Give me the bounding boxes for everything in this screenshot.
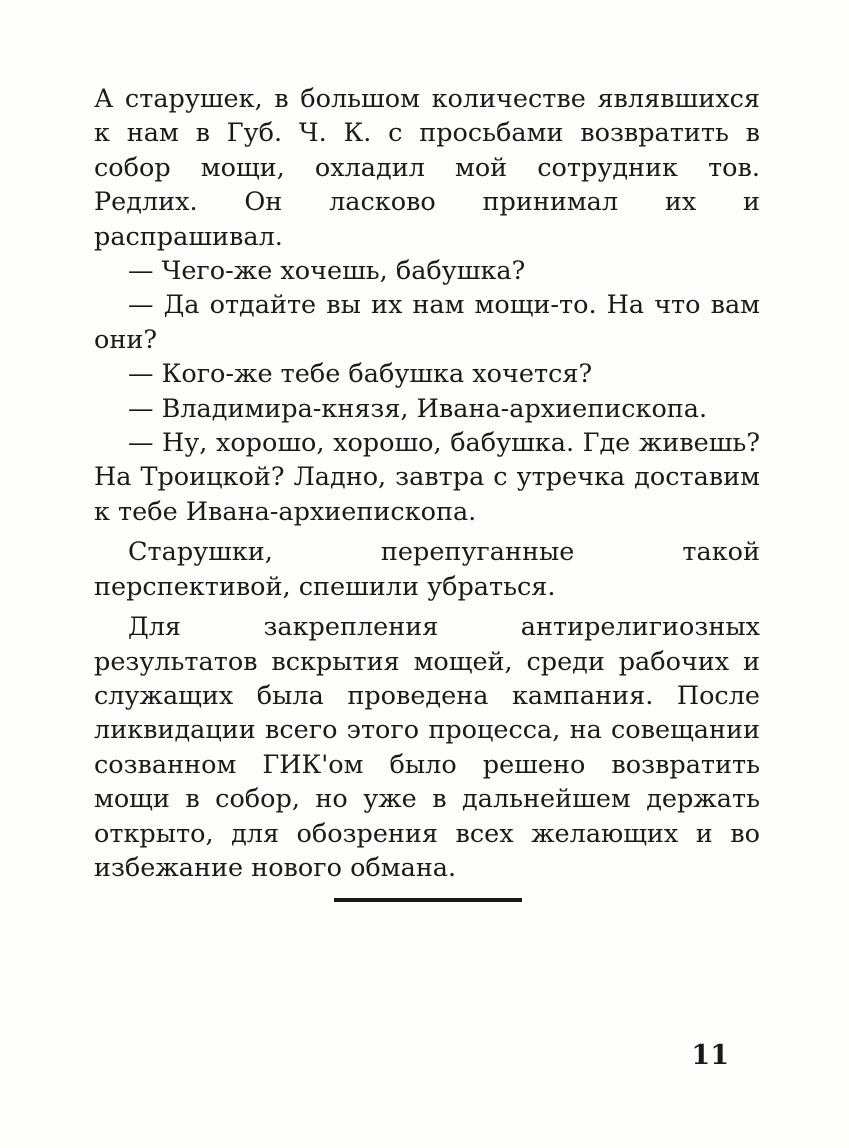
section-divider: [334, 898, 522, 902]
paragraph-6: — Ну, хорошо, хорошо, бабушка. Где живешь? На Троицкой? Ладно, завтра с утречка доставим к тебе Ивана-архиепископа.: [94, 428, 760, 527]
page-number: 11: [691, 1040, 729, 1071]
paragraph-7: Старушки, перепуганные такой перспективой, спешили убраться.: [94, 537, 760, 602]
paragraph-4: — Кого-же тебе бабушка хочется?: [128, 359, 593, 390]
page-text: [94, 82, 760, 885]
paragraph-3: — Да отдайте вы их нам мощи-то. На что вам они?: [94, 290, 760, 355]
paragraph-2: — Чего-же хочешь, бабушка?: [128, 256, 526, 287]
paragraph-5: — Владимира-князя, Ивана-архиепископа.: [128, 393, 708, 424]
paragraph-1: А старушек, в большом количестве являвшихся к нам в Губ. Ч. К. с просьбами возвратить в собор мощи, охладил мой сотрудник тов. Редлих. Он ласково принимал их и распрашивал.: [94, 84, 760, 252]
paragraph-8: Для закрепления антирелигиозных результатов вскрытия мощей, среди рабочих и служащих была проведена кампания. После ликвидации всего этого процесса, на совещании созванном ГИК'ом было решено возвратить мощи в собор, но уже в дальнейшем держать открыто, для обозрения всех желающих и во избежание нового обмана.: [94, 612, 760, 883]
